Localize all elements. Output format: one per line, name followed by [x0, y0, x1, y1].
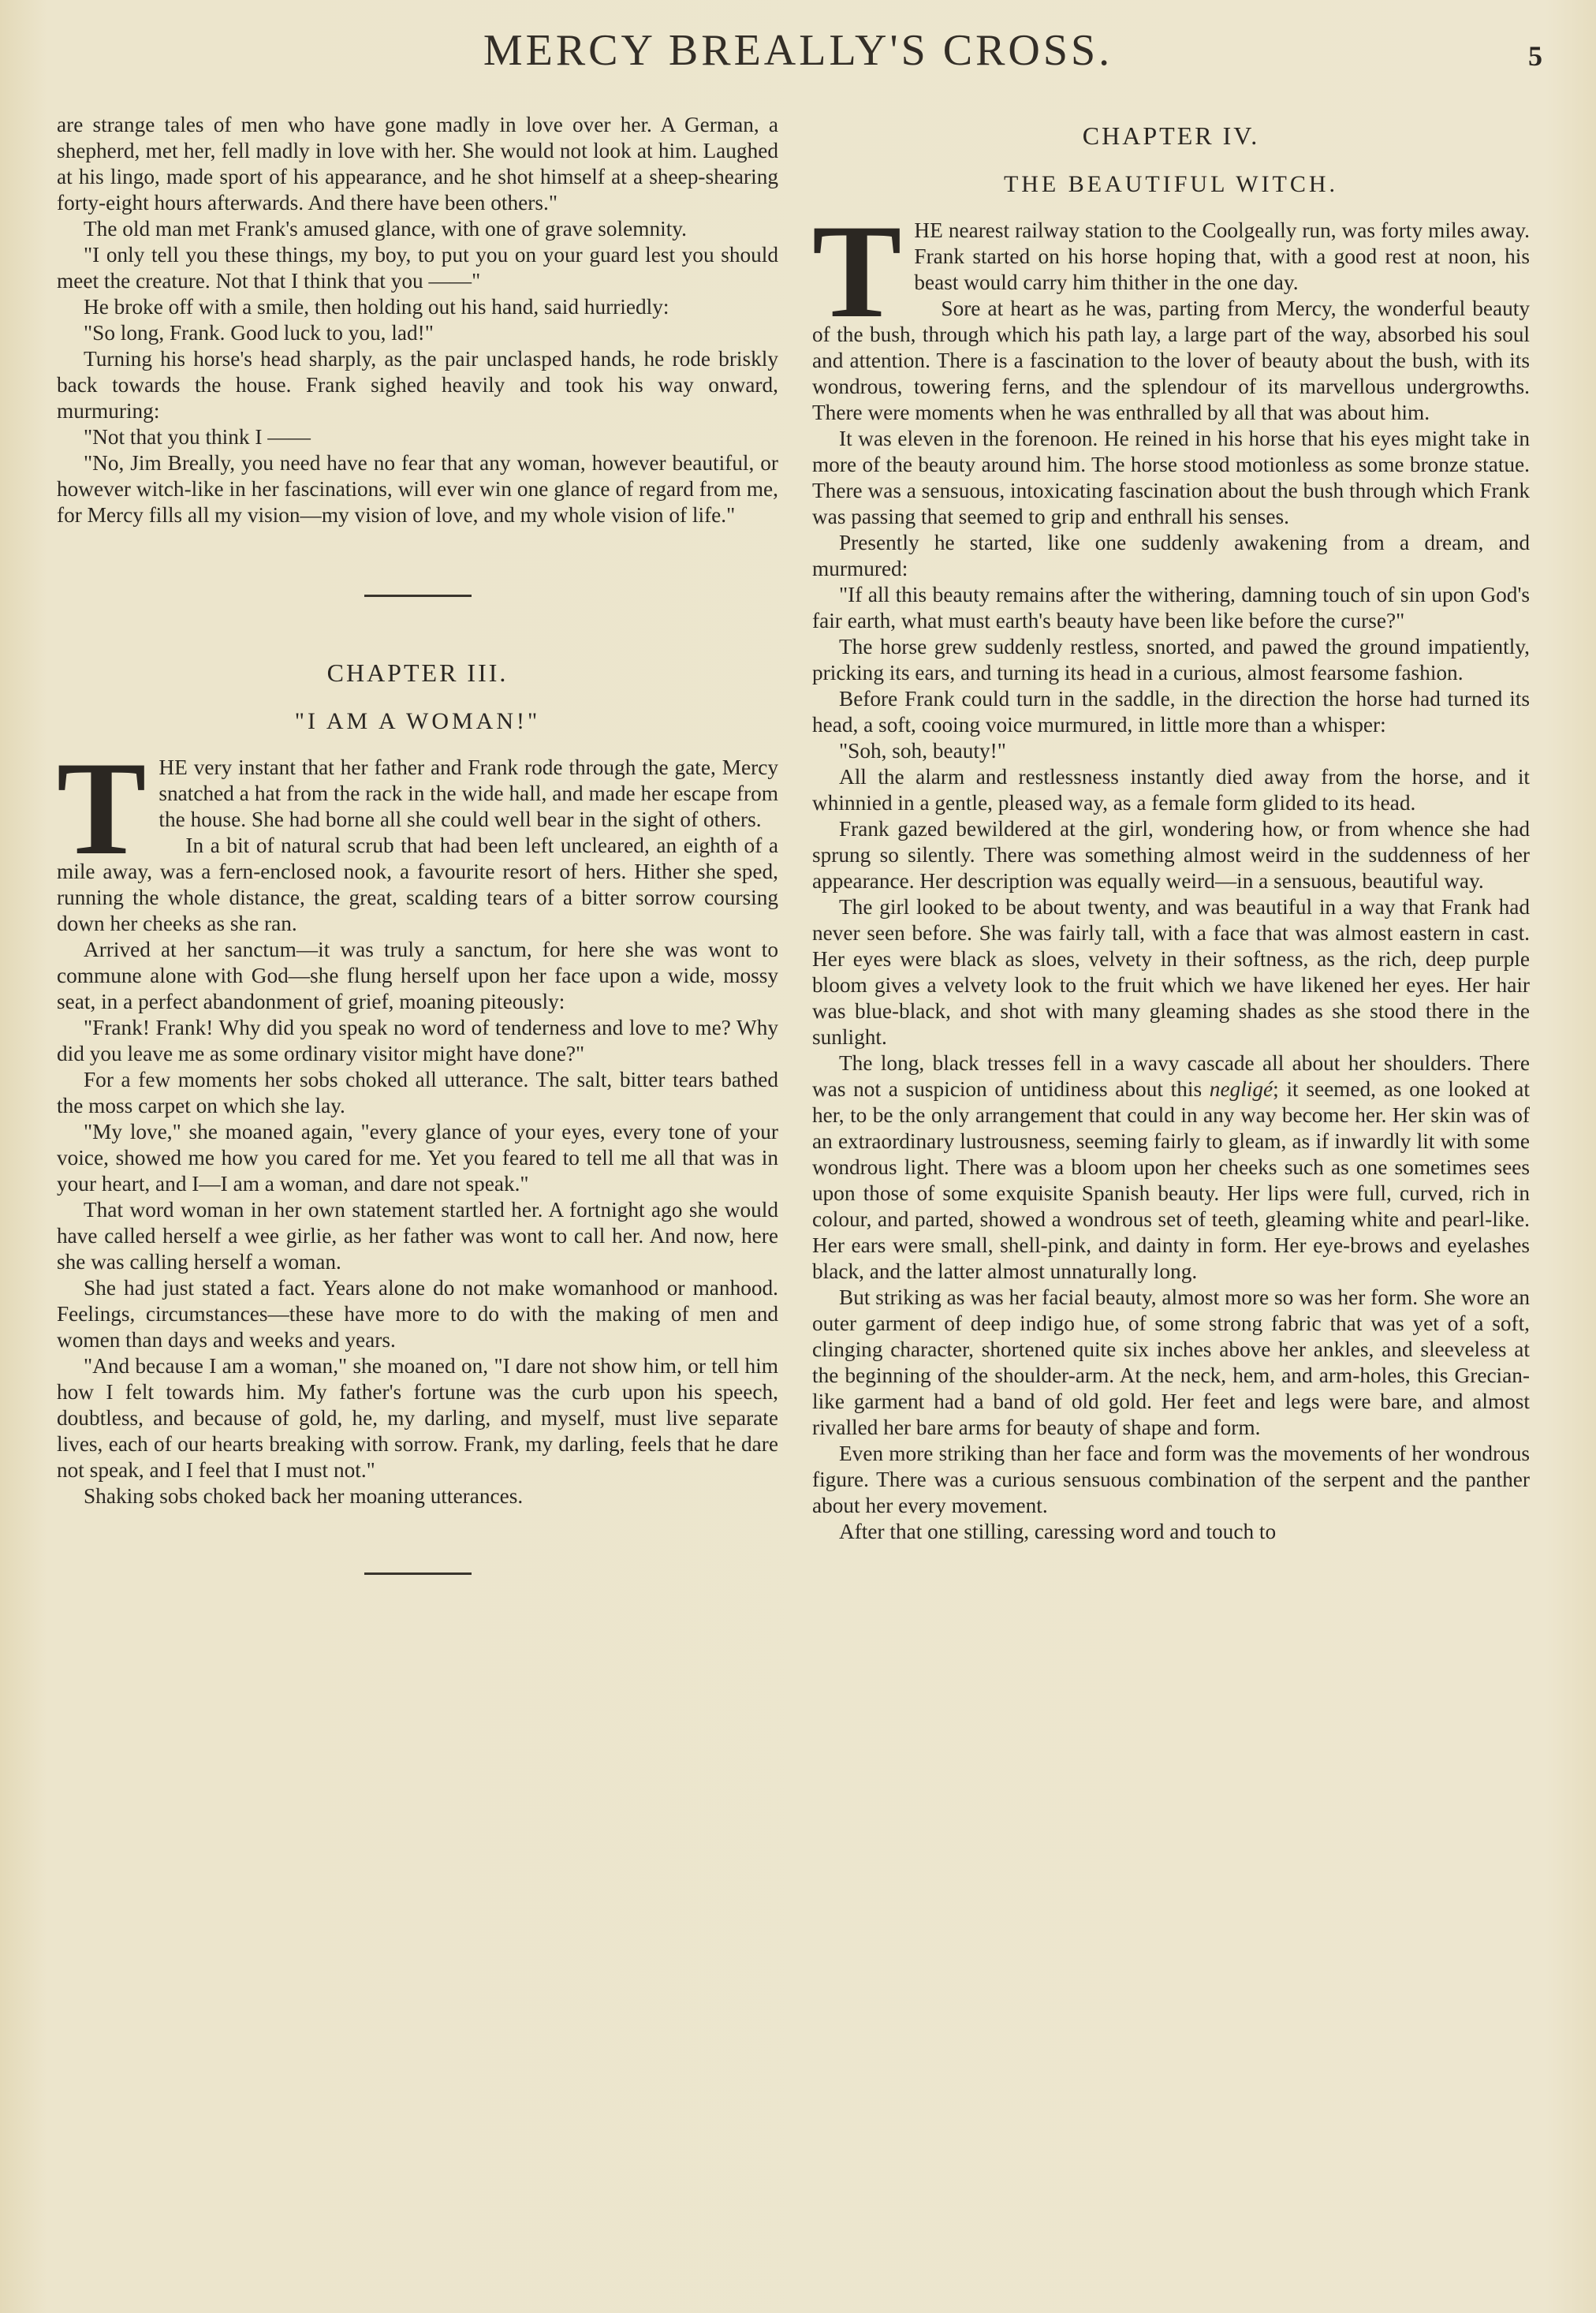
paragraph: But striking as was her facial beauty, almost more so was her form. She wore an outer garment of deep indigo hue, of some strong fabric that was yet of a soft, clinging character, shortened quite six inches above her ankles, and sleeveless at the beginning of the shoulder-arm. At the neck, hem, and arm-holes, this Grecian-like garment had a band of old gold. Her feet and legs were bare, and almost rivalled her bare arms for beauty of shape and form. — [812, 1285, 1530, 1439]
paragraph: Even more striking than her face and form was the movements of her wondrous figure. There was a curious sensuous combination of the serpent and the panther about her every movement. — [812, 1442, 1530, 1517]
drop-cap: T — [812, 197, 902, 345]
chapter-3-heading: CHAPTER III. — [326, 658, 509, 687]
italic-word: negligé — [1209, 1077, 1273, 1101]
paragraph: Turning his horse's head sharply, as the pair unclasped hands, he rode briskly back towards the house. Frank sighed heavily and took his way onward, murmuring: — [57, 347, 778, 423]
paragraph: "So long, Frank. Good luck to you, lad!" — [84, 321, 434, 345]
paragraph: "Soh, soh, beauty!" — [839, 739, 1006, 763]
opening-text: HE very instant that her father and Frank rode through the gate, Mercy snatched a hat from the rack in the wide hall, and made her escape from the house. She had borne all she could well bear in the sight of others. — [158, 755, 778, 831]
paragraph: Before Frank could turn in the saddle, in the direction the horse had turned its head, a soft, cooing voice murmured, in little more than a whisper: — [812, 687, 1530, 737]
running-header-title: MERCY BREALLY'S CROSS. — [483, 26, 1113, 75]
paragraph: "Frank! Frank! Why did you speak no word of tenderness and love to me? Why did you leave me as some ordinary visitor might have done?" — [57, 1016, 778, 1065]
paragraph: are strange tales of men who have gone madly in love over her. A German, a shepherd, met her, fell madly in love with her. She would not look at him. Laughed at his lingo, made sport of his appearance, and he shot himself at a sheep-shearing forty-eight hours afterwards. And there have been others." — [57, 113, 778, 215]
paragraph: "Not that you think I —— — [84, 425, 311, 449]
right-column — [812, 112, 1530, 1545]
paragraph: Frank gazed bewildered at the girl, wondering how, or from whence she had sprung so silently. There was something almost weird in the suddenness of her appearance. Her description was equally weird—in a sensuous, beautiful way. — [812, 817, 1530, 893]
opening-text: HE nearest railway station to the Coolgeally run, was forty miles away. Frank started on his horse hoping that, with a good rest at noon, his beast would carry him thither in the one day. — [914, 218, 1530, 294]
paragraph: "My love," she moaned again, "every glance of your eyes, every tone of your voice, showed me how you cared for me. Yet you feared to tell me all that was in your heart, and I—I am a woman, and dare not speak." — [57, 1120, 778, 1196]
paragraph: In a bit of natural scrub that had been left uncleared, an eighth of a mile away, was a fern-enclosed nook, a favourite resort of hers. Hither she sped, running the whole distance, the great, scalding tears of a bitter sorrow coursing down her cheeks as she ran. — [57, 834, 778, 935]
chapter-4-heading: CHAPTER IV. — [1082, 121, 1260, 150]
paragraph: She had just stated a fact. Years alone do not make womanhood or manhood. Feelings, circumstances—these have more to do with the making of men and women than days and weeks and years. — [57, 1276, 778, 1352]
paragraph: The girl looked to be about twenty, and was beautiful in a way that Frank had never seen before. She was fairly tall, with a face that was almost eastern in cast. Her eyes were black as sloes, velvety in their softness, as the rich, deep purple bloom gives a velvety look to the fruit which we have likened her eyes. Her hair was blue-black, and shot with many gleaming shades as she stood there in the sunlight. — [812, 895, 1530, 1049]
section-divider — [364, 1572, 472, 1575]
page-number: 5 — [1528, 40, 1542, 72]
paragraph: It was eleven in the forenoon. He reined in his horse that his eyes might take in more of the beauty around him. The horse stood motionless as some bronze statue. There was a sensuous, intoxicating fascination about the bush through which Frank was passing that seemed to grip and enthrall his senses. — [812, 427, 1530, 528]
paragraph: "If all this beauty remains after the withering, damning touch of sin upon God's fair earth, what must earth's beauty have been like before the curse?" — [812, 583, 1530, 632]
paragraph: He broke off with a smile, then holding out his hand, said hurriedly: — [84, 295, 669, 319]
paragraph: Sore at heart as he was, parting from Mercy, the wonderful beauty of the bush, through which his path lay, a large part of the way, absorbed his soul and attention. There is a fascination to the lover of beauty about the bush, with its wondrous, towering ferns, and the splendour of its marvellous undergrowths. There were moments when he was enthralled by all that was about him. — [812, 297, 1530, 424]
paragraph: "And because I am a woman," she moaned on, "I dare not show him, or tell him how I felt towards him. My father's fortune was the curb upon his speech, doubtless, and because of gold, he, my darling, and myself, must live separate lives, each of our hearts breaking with sorrow. Frank, my darling, feels that he dare not speak, and I feel that I must not." — [57, 1354, 778, 1482]
left-column — [57, 112, 778, 1575]
drop-cap: T — [57, 734, 147, 882]
paragraph: The old man met Frank's amused glance, with one of grave solemnity. — [84, 217, 687, 241]
chapter-3-opening-paragraph — [57, 734, 778, 882]
chapter-3-subtitle: "I AM A WOMAN!" — [294, 708, 541, 734]
paragraph: Presently he started, like one suddenly awakening from a dream, and murmured: — [812, 531, 1530, 580]
chapter-4-subtitle: THE BEAUTIFUL WITCH. — [1003, 171, 1339, 197]
text-run: The long, black tresses fell in a wavy cascade all about her shoulders. There was not a suspicion of untidiness about this — [812, 1051, 1530, 1101]
paragraph: After that one stilling, caressing word and touch to — [839, 1520, 1277, 1543]
chapter-4-opening-paragraph — [812, 197, 1530, 345]
paragraph: All the alarm and restlessness instantly died away from the horse, and it whinnied in a gentle, pleased way, as a female form glided to its head. — [812, 765, 1530, 815]
paragraph: The horse grew suddenly restless, snorted, and pawed the ground impatiently, pricking its ears, and turning its head in a curious, almost fearsome fashion. — [812, 635, 1530, 685]
paragraph: Shaking sobs choked back her moaning utterances. — [84, 1484, 524, 1508]
paragraph: For a few moments her sobs choked all utterance. The salt, bitter tears bathed the moss carpet on which she lay. — [57, 1068, 778, 1117]
text-run: ; it seemed, as one looked at her, to be the only arrangement that could in any way become her. Her skin was of an extraordinary lustrousness, seeming fairly to gleam, as if inwardly lit with some wondrous light. There was a bloom upon her cheeks such as one sometimes sees upon those of some exquisite Spanish beauty. Her lips were full, curved, rich in colour, and parted, showed a wondrous set of teeth, gleaming white and pearl-like. Her ears were small, shell-pink, and dainty in form. Her eye-brows and eyelashes black, and the latter almost unnaturally long. — [812, 1077, 1530, 1283]
paragraph: "I only tell you these things, my boy, to put you on your guard lest you should meet the creature. Not that I think that you ——" — [57, 243, 778, 293]
paragraph: That word woman in her own statement startled her. A fortnight ago she would have called herself a wee girlie, as her father was wont to call her. And now, here she was calling herself a woman. — [57, 1198, 778, 1274]
paragraph-negligee — [812, 1050, 1530, 1285]
paragraph: "No, Jim Breally, you need have no fear that any woman, however beautiful, or however witch-like in her fascinations, will ever win one glance of regard from me, for Mercy fills all my vision—my vision of love, and my whole vision of life." — [57, 451, 778, 527]
paragraph: Arrived at her sanctum—it was truly a sanctum, for here she was wont to commune alone with God—she flung herself upon her face upon a wide, mossy seat, in a perfect abandonment of grief, moaning piteously: — [57, 938, 778, 1013]
